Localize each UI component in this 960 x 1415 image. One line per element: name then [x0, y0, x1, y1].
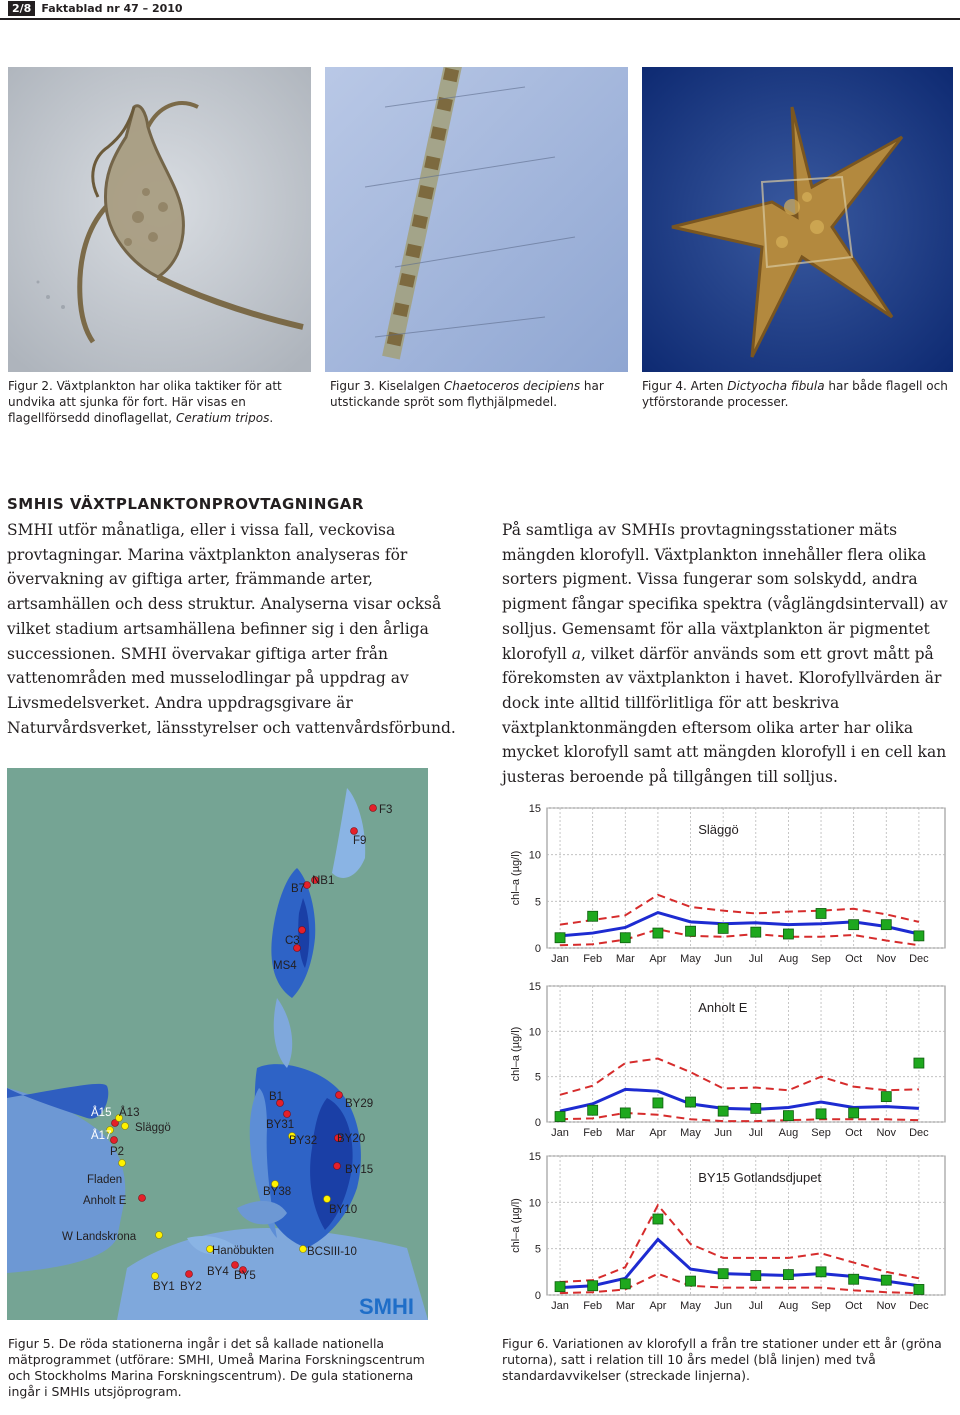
obs-point	[653, 1098, 663, 1108]
xtick-label: Jul	[748, 1127, 763, 1139]
xtick-label: Feb	[583, 953, 603, 965]
xtick-label: Nov	[876, 953, 897, 965]
obs-point	[588, 1281, 598, 1291]
ytick-label: 5	[534, 1243, 541, 1256]
xtick-label: Jan	[551, 1300, 569, 1312]
station-label-BCSIII10: BCSIII-10	[307, 1246, 357, 1258]
caption-fig5: Figur 5. De röda stationerna ingår i det så kallade nationella mätprogrammet (utförare: SMHI, Umeå Marina Forskningscentrum och Stockholms Marina Forskningscentrum). De gula stationerna ingår i SMHIs utsjöprogram.	[8, 1336, 425, 1399]
chart-title: Anholt E	[698, 1000, 748, 1015]
chart-anholt	[505, 980, 955, 1142]
xtick-label: Apr	[649, 1300, 667, 1312]
y-axis-label: chl–a (µg/l)	[510, 1198, 522, 1253]
chart-by15-svg	[505, 1150, 955, 1315]
station-label-A17: Å17	[91, 1130, 112, 1142]
station-dot-BY29	[336, 1092, 343, 1099]
obs-point	[783, 1111, 793, 1121]
station-label-F3: F3	[379, 804, 393, 816]
obs-point	[588, 1105, 598, 1115]
obs-point	[686, 926, 696, 936]
obs-point	[555, 1282, 565, 1292]
caption-fig2-text: Figur 2. Växtplankton har olika taktiker för att undvika att sjunka för fort. Här visas en flagellförsedd dinoflagellat,	[8, 379, 282, 425]
station-label-A15: Å15	[91, 1107, 112, 1119]
xtick-label: May	[680, 1127, 701, 1139]
caption-fig4	[642, 378, 952, 410]
xtick-label: Mar	[615, 953, 635, 965]
xtick-label: Feb	[583, 1300, 603, 1312]
xtick-label: Aug	[778, 953, 799, 965]
xtick-label: Dec	[909, 1300, 929, 1312]
photo-ceratium	[8, 67, 311, 372]
station-dot-BY10	[324, 1196, 331, 1203]
station-dot-Fladen	[119, 1160, 126, 1167]
caption-fig6: Figur 6. Variationen av klorofyll a från tre stationer under ett år (gröna rutorna), satt i relation till 10 års medel (blå linjen) med två standardavvikelser (streckade linjerna).	[502, 1336, 942, 1383]
section-text-right	[502, 518, 954, 790]
caption-fig4-text: Figur 4. Arten	[642, 379, 728, 393]
y-axis-label: chl–a (µg/l)	[510, 1026, 522, 1082]
obs-point	[816, 1267, 826, 1277]
section-text-right-b: , vilket därför används som ett grovt mått på förekomsten av växtplankton i havet. Klorofyllvärden är dock inte alltid tillförlitliga för att beskriva växtplanktonmängden eftersom olika arter har olika mycket klorofyll samt att mängden klorofyll i en cell kan justeras beroende på tillgången till solljus.	[502, 644, 947, 787]
xtick-label: Apr	[649, 1127, 667, 1139]
page-number: 2/8	[8, 1, 35, 16]
xtick-label: Sep	[811, 1300, 831, 1312]
station-label-NB1: NB1	[312, 875, 335, 887]
station-label-BY15: BY15	[345, 1164, 374, 1176]
station-label-MS4: MS4	[273, 960, 297, 972]
y-axis-label: chl–a (µg/l)	[510, 850, 522, 906]
chart-slaggo-svg	[505, 800, 955, 972]
obs-point	[620, 1279, 630, 1289]
station-label-BY29: BY29	[345, 1098, 374, 1110]
obs-point	[849, 1274, 859, 1284]
obs-point	[783, 1270, 793, 1280]
caption-fig3-end: har utstickande spröt som flythjälpmedel.	[330, 379, 604, 409]
ytick-label: 5	[534, 1071, 541, 1084]
ytick-label: 10	[528, 1026, 541, 1039]
chart-title: BY15 Gotlandsdjupet	[698, 1170, 822, 1185]
station-label-B1: B1	[269, 1091, 284, 1103]
chart-by15	[505, 1150, 955, 1315]
caption-fig4-end: har både flagell och ytförstorande processer.	[642, 379, 948, 409]
ytick-label: 15	[528, 803, 541, 815]
caption-fig3-text: Figur 3. Kiselalgen	[330, 379, 444, 393]
station-label-BY38: BY38	[263, 1186, 292, 1198]
caption-fig2	[8, 378, 308, 426]
section-text-right-italic: a	[571, 644, 582, 663]
station-label-Slaggo: Släggö	[135, 1122, 171, 1134]
station-label-F9: F9	[353, 835, 367, 847]
station-dot-F9	[351, 828, 358, 835]
xtick-label: Aug	[778, 1127, 799, 1139]
obs-point	[588, 911, 598, 921]
obs-point	[620, 1108, 630, 1118]
xtick-label: Oct	[845, 953, 863, 965]
chart-anholt-svg	[505, 980, 955, 1142]
ytick-label: 0	[534, 943, 541, 955]
station-dot-AnholtE	[139, 1195, 146, 1202]
station-label-BY2: BY2	[180, 1281, 202, 1293]
station-label-AnholtE: Anholt E	[83, 1195, 127, 1207]
station-label-BY31: BY31	[266, 1119, 295, 1131]
xtick-label: Nov	[876, 1300, 897, 1312]
station-label-Hanobukten: Hanöbukten	[212, 1245, 275, 1257]
station-label-B7: B7	[291, 883, 306, 895]
xtick-label: Jun	[714, 953, 733, 965]
xtick-label: May	[680, 1300, 701, 1312]
page-header	[8, 0, 183, 16]
obs-point	[555, 1112, 565, 1122]
obs-point	[816, 1109, 826, 1119]
caption-fig3	[330, 378, 630, 410]
header-rule	[0, 18, 960, 20]
xtick-label: Feb	[583, 1127, 603, 1139]
xtick-label: Jul	[748, 1300, 763, 1312]
obs-point	[718, 923, 728, 933]
xtick-label: Sep	[811, 953, 831, 965]
obs-point	[653, 1214, 663, 1224]
xtick-label: Aug	[778, 1300, 799, 1312]
chart-slaggo	[505, 800, 955, 972]
station-dot-BY15	[334, 1163, 341, 1170]
obs-point	[881, 1092, 891, 1102]
station-label-C3: C3	[285, 935, 300, 947]
station-label-WLandskrona: W Landskrona	[62, 1231, 137, 1243]
obs-point	[849, 920, 859, 930]
station-dot-BCSIII10	[300, 1246, 307, 1253]
xtick-label: Jan	[551, 1127, 569, 1139]
xtick-label: Oct	[845, 1127, 863, 1139]
station-dot-BY1	[152, 1273, 159, 1280]
obs-point	[881, 920, 891, 930]
xtick-label: Mar	[615, 1127, 635, 1139]
obs-point	[881, 1275, 891, 1285]
station-dot-BY2	[186, 1271, 193, 1278]
photo-chaetoceros	[325, 67, 628, 372]
station-label-BY5: BY5	[234, 1270, 256, 1282]
obs-point	[718, 1106, 728, 1116]
ytick-label: 0	[534, 1117, 541, 1129]
obs-point	[718, 1269, 728, 1279]
xtick-label: Oct	[845, 1300, 863, 1312]
station-dot-F3	[370, 805, 377, 812]
caption-fig4-species: Dictyocha fibula	[727, 379, 825, 393]
station-label-BY4: BY4	[207, 1266, 229, 1278]
ytick-label: 15	[528, 1151, 541, 1163]
obs-point	[914, 1058, 924, 1068]
xtick-label: Jun	[714, 1127, 733, 1139]
obs-point	[751, 927, 761, 937]
caption-fig2-end: .	[269, 411, 274, 425]
obs-point	[653, 928, 663, 938]
station-dot-BY4	[232, 1262, 239, 1269]
ytick-label: 10	[528, 1197, 541, 1210]
section-title: SMHIS VÄXTPLANKTONPROVTAGNINGAR	[7, 495, 364, 513]
header-title: Faktablad nr 47 – 2010	[41, 1, 183, 15]
xtick-label: Apr	[649, 953, 667, 965]
xtick-label: Dec	[909, 953, 929, 965]
obs-point	[816, 908, 826, 918]
station-label-BY20: BY20	[337, 1133, 366, 1145]
station-label-BY10: BY10	[329, 1204, 358, 1216]
ytick-label: 15	[528, 981, 541, 993]
obs-point	[620, 933, 630, 943]
ytick-label: 0	[534, 1290, 541, 1302]
station-map	[7, 768, 428, 1320]
station-dot-WLandskrona	[156, 1232, 163, 1239]
obs-point	[914, 931, 924, 941]
station-label-BY1: BY1	[153, 1281, 175, 1293]
chart-title: Släggö	[698, 822, 739, 837]
xtick-label: Sep	[811, 1127, 831, 1139]
xtick-label: Dec	[909, 1127, 929, 1139]
caption-fig3-species: Chaetoceros decipiens	[443, 379, 581, 393]
obs-point	[686, 1276, 696, 1286]
station-dot-C3	[299, 927, 306, 934]
ytick-label: 5	[534, 896, 541, 909]
section-text-left: SMHI utför månatliga, eller i vissa fall, veckovisa provtagningar. Marina växtplankton analyseras för övervakning av giftiga arter, främmande arter, artsamhällen och dess struktur. Analyserna visar också vilket stadium artsamhällena befinner sig i den årliga successionen. SMHI övervakar giftiga arter från vattenområden med musselodlingar på uppdrag av Livsmedelsverket. Andra uppdragsgivare är Naturvårdsverket, länsstyrelser och vattenvårdsförbund.	[7, 521, 456, 737]
station-dot-P2	[111, 1137, 118, 1144]
station-dot-BY31	[284, 1111, 291, 1118]
station-label-A13: Å13	[119, 1107, 140, 1119]
station-label-Fladen: Fladen	[87, 1174, 123, 1186]
photo-dictyocha	[642, 67, 953, 372]
station-label-P2: P2	[110, 1146, 125, 1158]
xtick-label: Jun	[714, 1300, 733, 1312]
xtick-label: Jul	[748, 953, 763, 965]
xtick-label: Jan	[551, 953, 569, 965]
xtick-label: Mar	[615, 1300, 635, 1312]
xtick-label: Nov	[876, 1127, 897, 1139]
smhi-logo: SMHI	[359, 1294, 414, 1319]
obs-point	[751, 1271, 761, 1281]
obs-point	[686, 1097, 696, 1107]
obs-point	[914, 1284, 924, 1294]
obs-point	[751, 1103, 761, 1113]
section-text-right-a: På samtliga av SMHIs provtagningsstationer mäts mängden klorofyll. Växtplankton innehåller flera olika sorters pigment. Vissa fungerar som solskydd, andra pigment fångar specifika spektra (våglängdsintervall) av solljus. Gemensamt för alla växtplankton är pigmentet klorofyll	[502, 521, 948, 663]
station-label-BY32: BY32	[289, 1135, 318, 1147]
caption-fig2-species: Ceratium tripos	[175, 411, 270, 425]
station-dot-Slaggo	[122, 1123, 129, 1130]
obs-point	[783, 929, 793, 939]
obs-point	[555, 933, 565, 943]
obs-point	[849, 1108, 859, 1118]
xtick-label: May	[680, 953, 701, 965]
ytick-label: 10	[528, 849, 541, 862]
